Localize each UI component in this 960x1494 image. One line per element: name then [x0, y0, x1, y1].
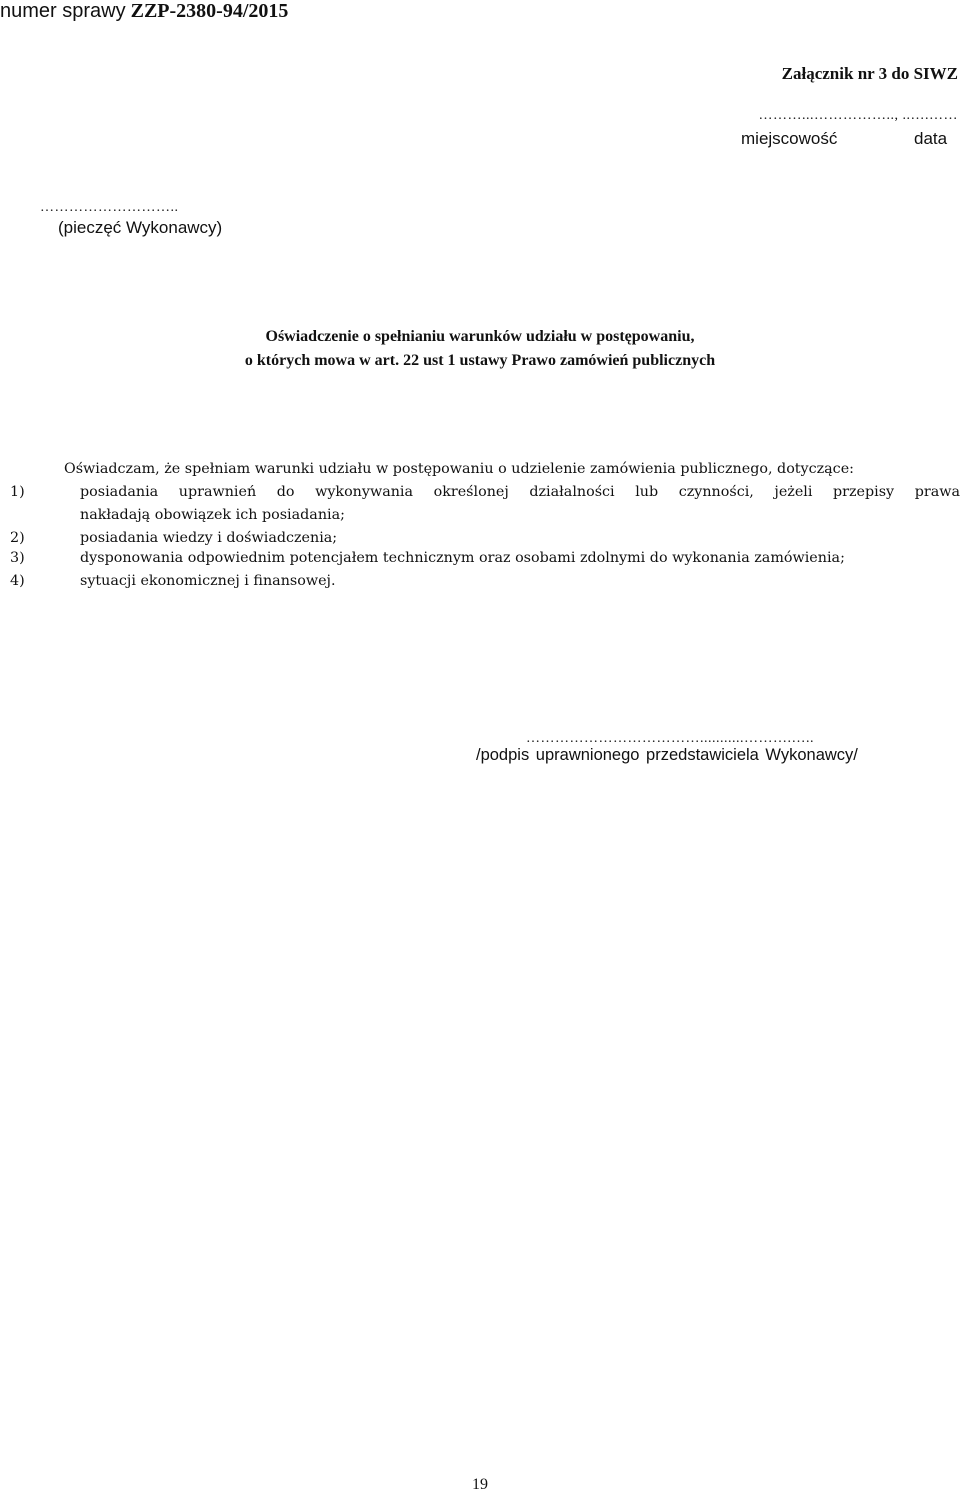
list-item-number: 1): [10, 484, 25, 500]
list-item-text-continuation: nakładają obowiązek ich posiadania;: [80, 507, 345, 523]
list-item-number: 3): [10, 550, 25, 566]
case-number: [0, 0, 288, 23]
place-label: miejscowość: [741, 129, 838, 148]
case-number-value: ZZP-2380-94/2015: [130, 0, 289, 22]
list-item-text: posiadania wiedzy i doświadczenia;: [80, 530, 338, 546]
list-item-number: 2): [10, 530, 25, 546]
list-item-number: 4): [10, 573, 25, 589]
title-line-2: o których mowa w art. 22 ust 1 ustawy Prawo zamówień publicznych: [244, 352, 716, 369]
list-item-text: dysponowania odpowiednim potencjałem technicznym oraz osobami zdolnymi do wykonania zamówienia;: [80, 550, 845, 566]
title-line-1: Oświadczenie o spełnianiu warunków udziału w postępowaniu,: [265, 328, 695, 345]
case-number-prefix: numer sprawy: [0, 0, 126, 22]
list-item-text: sytuacji ekonomicznej i finansowej.: [80, 573, 336, 589]
stamp-dots: ………………………..: [40, 200, 179, 215]
statement-intro: Oświadczam, że spełniam warunki udziału w postępowaniu o udzielenie zamówienia publicznego, dotyczące:: [64, 461, 854, 477]
signature-dots: ………………………………...........……….…..: [526, 731, 814, 746]
place-date-dots: ………...…………….., ..….……: [758, 108, 958, 123]
list-item-text: posiadania uprawnień do wykonywania określonej działalności lub czynności, jeżeli przepisy prawa: [80, 484, 960, 500]
date-label: data: [914, 129, 948, 148]
signature-label: /podpis uprawnionego przedstawiciela Wykonawcy/: [476, 746, 858, 764]
stamp-label: (pieczęć Wykonawcy): [58, 218, 223, 237]
page-number: 19: [472, 1476, 488, 1493]
attachment-label: Załącznik nr 3 do SIWZ: [781, 64, 958, 83]
document-title: [0, 325, 960, 373]
